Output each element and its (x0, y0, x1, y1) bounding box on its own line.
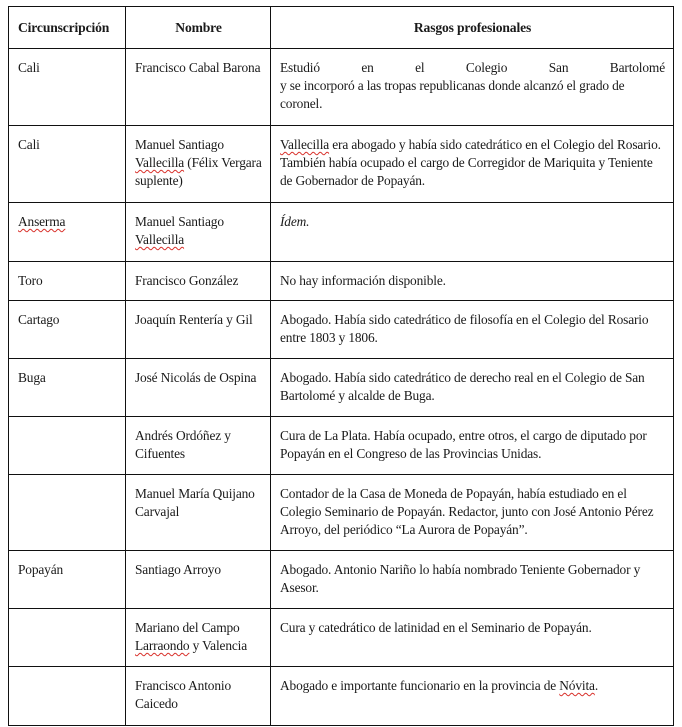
cell-circunscripcion (9, 667, 126, 726)
cell-rasgos: Contador de la Casa de Moneda de Popayán, había estudiado en el Colegio Seminario de Popayán. Redactor, junto con José Antonio Pérez Arroyo, del periódico “La Aurora de Popayán”. (271, 475, 674, 551)
cell-nombre: Francisco Antonio Caicedo (126, 667, 271, 726)
cell-nombre: Andrés Ordóñez y Cifuentes (126, 417, 271, 475)
table-row (9, 126, 674, 203)
cell-nombre: Santiago Arroyo (126, 551, 271, 609)
cell-circunscripcion (9, 609, 126, 667)
cell-rasgos (271, 49, 674, 126)
cell-nombre: Manuel María Quijano Carvajal (126, 475, 271, 551)
table-row (9, 262, 674, 301)
rasgos-text: Abogado e importante funcionario en la provincia de (280, 678, 560, 693)
cell-nombre (126, 609, 271, 667)
cell-rasgos: No hay información disponible. (271, 262, 674, 301)
column-header-nombre: Nombre (126, 7, 271, 49)
rasgos-text: era abogado y había sido catedrático en el Colegio del Rosario. También había ocupado el cargo de Corregidor de Mariquita y Teniente de Gobernador de Popayán. (280, 137, 661, 188)
nombre-part: Manuel Santiago (135, 137, 224, 152)
cell-circunscripcion: Buga (9, 359, 126, 417)
cell-rasgos (271, 667, 674, 726)
cell-nombre: Joaquín Rentería y Gil (126, 301, 271, 359)
rasgos-rest: y se incorporó a las tropas republicanas donde alcanzó el grado de coronel. (280, 78, 625, 111)
cell-circunscripcion (9, 203, 126, 262)
cell-rasgos (271, 126, 674, 203)
cell-circunscripcion (9, 417, 126, 475)
cell-nombre: Francisco Cabal Barona (126, 49, 271, 126)
spellcheck-flagged-word[interactable]: Vallecilla (135, 155, 185, 170)
nombre-part: (Félix Vergara suplente) (135, 155, 262, 188)
spellcheck-flagged-word[interactable]: Larraondo (135, 638, 190, 653)
cell-rasgos: Cura y catedrático de latinidad en el Seminario de Popayán. (271, 609, 674, 667)
cell-circunscripcion: Popayán (9, 551, 126, 609)
table-row (9, 359, 674, 417)
cell-rasgos: Abogado. Había sido catedrático de filosofía en el Colegio del Rosario entre 1803 y 1806. (271, 301, 674, 359)
cell-rasgos: Cura de La Plata. Había ocupado, entre otros, el cargo de diputado por Popayán en el Congreso de las Provincias Unidas. (271, 417, 674, 475)
spellcheck-flagged-word[interactable]: Nóvita (559, 678, 595, 693)
cell-rasgos (271, 203, 674, 262)
cell-circunscripcion: Cali (9, 49, 126, 126)
nombre-part: y Valencia (189, 638, 248, 653)
cell-circunscripcion (9, 475, 126, 551)
cell-circunscripcion: Cali (9, 126, 126, 203)
table-row (9, 609, 674, 667)
cell-nombre (126, 203, 271, 262)
table-row (9, 667, 674, 726)
spellcheck-flagged-word[interactable]: Anserma (18, 214, 66, 229)
cell-rasgos: Abogado. Había sido catedrático de derecho real en el Colegio de San Bartolomé y alcalde de Buga. (271, 359, 674, 417)
rasgos-first-line: Estudió en el Colegio San Bartolomé (280, 60, 665, 75)
nombre-part: Manuel Santiago (135, 214, 224, 229)
cell-nombre: José Nicolás de Ospina (126, 359, 271, 417)
cell-circunscripcion: Cartago (9, 301, 126, 359)
table-header-row (9, 7, 674, 49)
column-header-circunscripcion: Circunscripción (9, 7, 126, 49)
column-header-rasgos: Rasgos profesionales (271, 7, 674, 49)
table-row (9, 475, 674, 551)
spellcheck-flagged-word[interactable]: Vallecilla (280, 137, 330, 152)
deputies-table (8, 6, 674, 726)
table-row (9, 551, 674, 609)
table-row (9, 49, 674, 126)
rasgos-text: Ídem. (280, 214, 310, 229)
cell-circunscripcion: Toro (9, 262, 126, 301)
cell-nombre: Francisco González (126, 262, 271, 301)
spellcheck-flagged-word[interactable]: Vallecilla (135, 232, 185, 247)
nombre-part: Mariano del Campo (135, 620, 240, 635)
table-row (9, 417, 674, 475)
table-row (9, 301, 674, 359)
cell-rasgos: Abogado. Antonio Nariño lo había nombrado Teniente Gobernador y Asesor. (271, 551, 674, 609)
rasgos-text: . (594, 678, 599, 693)
cell-nombre (126, 126, 271, 203)
table-row (9, 203, 674, 262)
